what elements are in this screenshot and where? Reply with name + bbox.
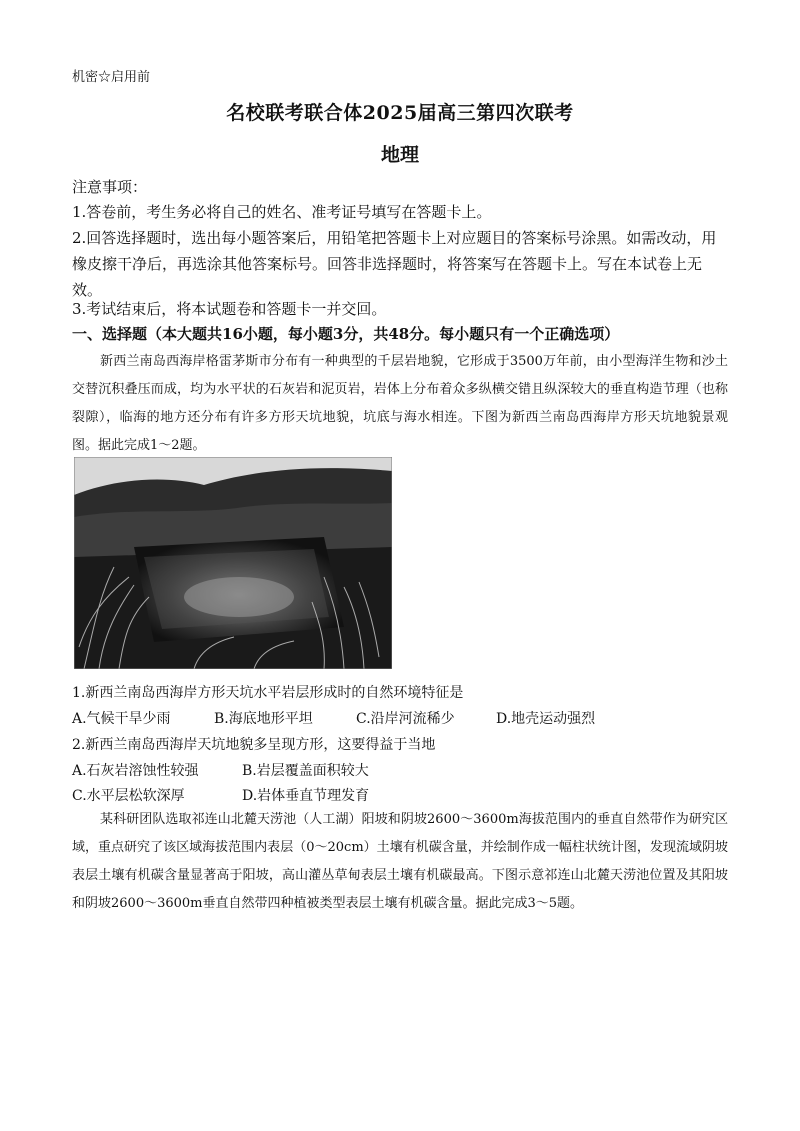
question-2-options-row1 (72, 760, 472, 782)
question-2-stem: 2.新西兰南岛西海岸天坑地貌多呈现方形，这要得益于当地 (72, 737, 436, 753)
exam-title: 名校联考联合体2025届高三第四次联考 (226, 102, 574, 124)
confidential-label: 机密☆启用前 (72, 70, 151, 85)
q2-option-d[interactable]: D.岩体垂直节理发育 (242, 788, 370, 804)
q1-option-a[interactable]: A.气候干旱少雨 (72, 711, 171, 727)
q2-option-c[interactable]: C.水平层松软深厚 (72, 788, 185, 804)
notes-heading: 注意事项： (72, 178, 148, 196)
section-heading: 一、选择题（本大题共16小题，每小题3分，共48分。每小题只有一个正确选项） (72, 325, 620, 343)
q2-option-b[interactable]: B.岩层覆盖面积较大 (242, 763, 369, 779)
q1-option-b[interactable]: B.海底地形平坦 (214, 711, 313, 727)
q1-option-c[interactable]: C.沿岸河流稀少 (356, 711, 455, 727)
sinkhole-photo-icon (74, 457, 392, 669)
passage-1: 新西兰南岛西海岸格雷茅斯市分布有一种典型的千层岩地貌，它形成于3500万年前，由小型海洋生物和沙土交替沉积叠压而成，均为水平状的石灰岩和泥页岩，岩体上分布着众多纵横交错且纵深较大的垂直构造节理（也称裂隙），临海的地方还分布有许多方形天坑地貌，坑底与海水相连。下图为新西兰南岛西海岸方形天坑地貌景观图。据此完成1～2题。 (72, 354, 728, 453)
subject-title: 地理 (380, 144, 419, 166)
q1-option-d[interactable]: D.地壳运动强烈 (496, 711, 596, 727)
q2-option-a[interactable]: A.石灰岩溶蚀性较强 (72, 763, 199, 779)
note-1: 1.答卷前，考生务必将自己的姓名、准考证号填写在答题卡上。 (72, 203, 492, 221)
note-2: 2.回答选择题时，选出每小题答案后，用铅笔把答题卡上对应题目的答案标号涂黑。如需改动，用橡皮擦干净后，再选涂其他答案标号。回答非选择题时，将答案写在答题卡上。写在本试卷上无效。 (72, 229, 717, 299)
note-3: 3.考试结束后，将本试题卷和答题卡一并交回。 (72, 300, 387, 318)
question-1-stem: 1.新西兰南岛西海岸方形天坑水平岩层形成时的自然环境特征是 (72, 685, 464, 701)
question-1-options (72, 708, 732, 730)
question-2-options-row2 (72, 785, 472, 807)
passage-2: 某科研团队选取祁连山北麓天涝池（人工湖）阳坡和阴坡2600～3600m海拔范围内的垂直自然带作为研究区域，重点研究了该区域海拔范围内表层（0～20cm）土壤有机碳含量，并绘制作成一幅柱状统计图，发现流域阴坡表层土壤有机碳含量显著高于阳坡，高山灌丛草甸表层土壤有机碳最高。下图示意祁连山北麓天涝池位置及其阳坡和阴坡2600～3600m垂直自然带四种植被类型表层土壤有机碳含量。据此完成3～5题。 (72, 812, 728, 911)
